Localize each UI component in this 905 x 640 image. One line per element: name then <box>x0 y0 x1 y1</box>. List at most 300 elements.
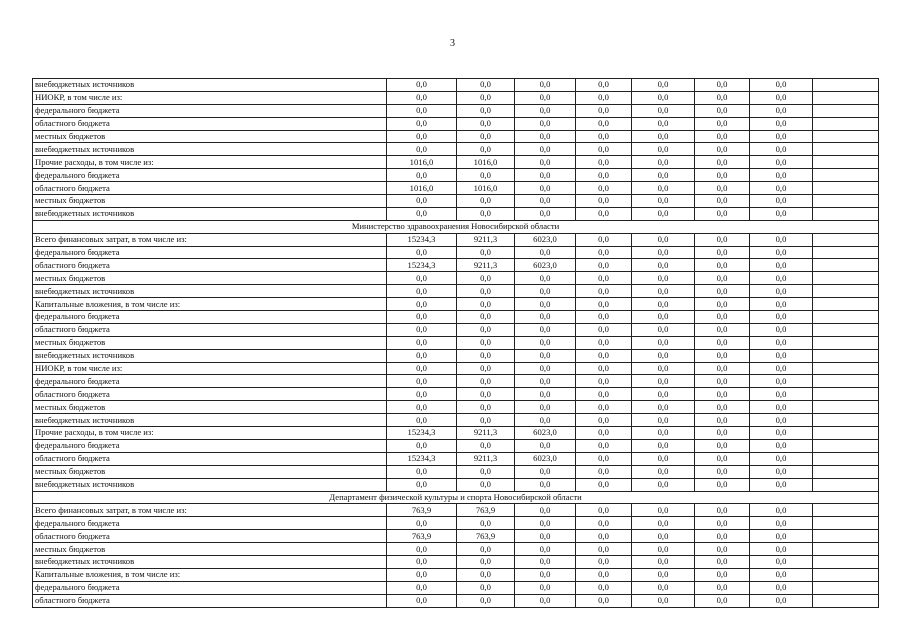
table-row <box>33 130 879 143</box>
value-cell: 0,0 <box>576 478 632 491</box>
value-cell: 1016,0 <box>387 156 457 169</box>
row-label: областного бюджета <box>33 323 387 336</box>
table-row <box>33 594 879 607</box>
empty-cell <box>813 504 879 517</box>
section-title: Департамент физической культуры и спорта Новосибирской области <box>33 491 879 504</box>
value-cell: 9211,3 <box>457 452 515 465</box>
value-cell: 0,0 <box>515 285 576 298</box>
value-cell: 0,0 <box>387 336 457 349</box>
value-cell: 1016,0 <box>457 182 515 195</box>
value-cell: 0,0 <box>632 581 695 594</box>
value-cell: 0,0 <box>632 195 695 208</box>
value-cell: 0,0 <box>515 439 576 452</box>
value-cell: 0,0 <box>387 478 457 491</box>
value-cell: 0,0 <box>387 388 457 401</box>
table-row <box>33 272 879 285</box>
value-cell: 0,0 <box>576 543 632 556</box>
value-cell: 0,0 <box>387 130 457 143</box>
table-row <box>33 362 879 375</box>
empty-cell <box>813 401 879 414</box>
empty-cell <box>813 530 879 543</box>
value-cell: 0,0 <box>576 427 632 440</box>
value-cell: 0,0 <box>750 169 813 182</box>
value-cell: 0,0 <box>632 427 695 440</box>
table-row <box>33 207 879 220</box>
value-cell: 0,0 <box>515 117 576 130</box>
value-cell: 0,0 <box>632 143 695 156</box>
value-cell: 0,0 <box>632 439 695 452</box>
table-row <box>33 143 879 156</box>
value-cell: 0,0 <box>515 388 576 401</box>
table-row <box>33 388 879 401</box>
empty-cell <box>813 555 879 568</box>
value-cell: 0,0 <box>632 259 695 272</box>
value-cell: 0,0 <box>695 388 750 401</box>
value-cell: 0,0 <box>387 439 457 452</box>
value-cell: 0,0 <box>515 401 576 414</box>
value-cell: 0,0 <box>576 207 632 220</box>
value-cell: 0,0 <box>515 143 576 156</box>
value-cell: 0,0 <box>576 130 632 143</box>
value-cell: 0,0 <box>695 323 750 336</box>
value-cell: 0,0 <box>387 568 457 581</box>
value-cell: 0,0 <box>750 104 813 117</box>
empty-cell <box>813 182 879 195</box>
table-row <box>33 517 879 530</box>
value-cell: 0,0 <box>457 104 515 117</box>
row-label: внебюджетных источников <box>33 143 387 156</box>
value-cell: 0,0 <box>457 298 515 311</box>
empty-cell <box>813 568 879 581</box>
row-label: внебюджетных источников <box>33 285 387 298</box>
empty-cell <box>813 517 879 530</box>
empty-cell <box>813 207 879 220</box>
empty-cell <box>813 427 879 440</box>
value-cell: 1016,0 <box>457 156 515 169</box>
value-cell: 0,0 <box>515 272 576 285</box>
value-cell: 0,0 <box>695 207 750 220</box>
value-cell: 0,0 <box>515 530 576 543</box>
row-label: Капитальные вложения, в том числе из: <box>33 568 387 581</box>
value-cell: 0,0 <box>632 401 695 414</box>
row-label: областного бюджета <box>33 530 387 543</box>
value-cell: 0,0 <box>576 298 632 311</box>
value-cell: 0,0 <box>387 285 457 298</box>
value-cell: 0,0 <box>387 195 457 208</box>
empty-cell <box>813 195 879 208</box>
row-label: федерального бюджета <box>33 311 387 324</box>
empty-cell <box>813 272 879 285</box>
row-label: местных бюджетов <box>33 272 387 285</box>
value-cell: 0,0 <box>750 594 813 607</box>
value-cell: 0,0 <box>576 143 632 156</box>
row-label: областного бюджета <box>33 259 387 272</box>
value-cell: 0,0 <box>695 156 750 169</box>
table-row <box>33 465 879 478</box>
empty-cell <box>813 285 879 298</box>
value-cell: 0,0 <box>750 478 813 491</box>
row-label: областного бюджета <box>33 182 387 195</box>
empty-cell <box>813 259 879 272</box>
value-cell: 0,0 <box>515 543 576 556</box>
value-cell: 0,0 <box>515 478 576 491</box>
value-cell: 0,0 <box>387 207 457 220</box>
page-number: 3 <box>450 38 455 49</box>
value-cell: 0,0 <box>632 117 695 130</box>
value-cell: 0,0 <box>632 156 695 169</box>
value-cell: 0,0 <box>576 323 632 336</box>
value-cell: 0,0 <box>515 156 576 169</box>
value-cell: 763,9 <box>457 504 515 517</box>
value-cell: 0,0 <box>515 207 576 220</box>
row-label: областного бюджета <box>33 117 387 130</box>
value-cell: 9211,3 <box>457 427 515 440</box>
value-cell: 0,0 <box>695 79 750 92</box>
value-cell: 0,0 <box>695 478 750 491</box>
table-row <box>33 79 879 92</box>
value-cell: 0,0 <box>576 530 632 543</box>
table-row <box>33 259 879 272</box>
value-cell: 0,0 <box>576 285 632 298</box>
row-label: Прочие расходы, в том числе из: <box>33 427 387 440</box>
table-row <box>33 349 879 362</box>
value-cell: 0,0 <box>457 91 515 104</box>
value-cell: 0,0 <box>576 349 632 362</box>
value-cell: 0,0 <box>515 91 576 104</box>
table-row <box>33 182 879 195</box>
value-cell: 15234,3 <box>387 427 457 440</box>
value-cell: 0,0 <box>576 388 632 401</box>
value-cell: 0,0 <box>457 169 515 182</box>
value-cell: 0,0 <box>576 452 632 465</box>
table-row <box>33 543 879 556</box>
table-row <box>33 452 879 465</box>
value-cell: 0,0 <box>576 555 632 568</box>
value-cell: 0,0 <box>457 375 515 388</box>
table-row <box>33 568 879 581</box>
value-cell: 0,0 <box>632 478 695 491</box>
value-cell: 0,0 <box>515 246 576 259</box>
value-cell: 0,0 <box>576 504 632 517</box>
value-cell: 0,0 <box>576 362 632 375</box>
value-cell: 6023,0 <box>515 427 576 440</box>
value-cell: 0,0 <box>750 439 813 452</box>
row-label: федерального бюджета <box>33 517 387 530</box>
value-cell: 0,0 <box>632 233 695 246</box>
section-header-row <box>33 220 879 233</box>
value-cell: 0,0 <box>695 581 750 594</box>
value-cell: 0,0 <box>387 246 457 259</box>
empty-cell <box>813 388 879 401</box>
row-label: местных бюджетов <box>33 336 387 349</box>
value-cell: 0,0 <box>750 259 813 272</box>
value-cell: 0,0 <box>457 349 515 362</box>
value-cell: 0,0 <box>457 311 515 324</box>
value-cell: 0,0 <box>576 272 632 285</box>
value-cell: 0,0 <box>576 259 632 272</box>
value-cell: 0,0 <box>387 117 457 130</box>
value-cell: 0,0 <box>695 362 750 375</box>
value-cell: 0,0 <box>695 401 750 414</box>
value-cell: 0,0 <box>457 79 515 92</box>
value-cell: 0,0 <box>632 452 695 465</box>
value-cell: 0,0 <box>750 79 813 92</box>
value-cell: 0,0 <box>695 427 750 440</box>
value-cell: 0,0 <box>750 323 813 336</box>
value-cell: 0,0 <box>632 414 695 427</box>
value-cell: 0,0 <box>750 298 813 311</box>
value-cell: 0,0 <box>457 401 515 414</box>
value-cell: 6023,0 <box>515 233 576 246</box>
value-cell: 0,0 <box>515 568 576 581</box>
row-label: Капитальные вложения, в том числе из: <box>33 298 387 311</box>
value-cell: 0,0 <box>576 517 632 530</box>
table-row <box>33 246 879 259</box>
table-row <box>33 530 879 543</box>
value-cell: 0,0 <box>387 555 457 568</box>
table-row <box>33 439 879 452</box>
value-cell: 0,0 <box>457 246 515 259</box>
value-cell: 6023,0 <box>515 452 576 465</box>
value-cell: 0,0 <box>515 169 576 182</box>
value-cell: 0,0 <box>515 555 576 568</box>
value-cell: 0,0 <box>632 375 695 388</box>
value-cell: 0,0 <box>515 130 576 143</box>
value-cell: 0,0 <box>515 182 576 195</box>
row-label: местных бюджетов <box>33 465 387 478</box>
value-cell: 0,0 <box>695 169 750 182</box>
value-cell: 0,0 <box>695 259 750 272</box>
row-label: областного бюджета <box>33 452 387 465</box>
row-label: Всего финансовых затрат, в том числе из: <box>33 233 387 246</box>
value-cell: 0,0 <box>632 91 695 104</box>
empty-cell <box>813 169 879 182</box>
empty-cell <box>813 323 879 336</box>
empty-cell <box>813 581 879 594</box>
row-label: местных бюджетов <box>33 195 387 208</box>
value-cell: 0,0 <box>515 517 576 530</box>
row-label: внебюджетных источников <box>33 414 387 427</box>
value-cell: 0,0 <box>576 246 632 259</box>
value-cell: 0,0 <box>632 207 695 220</box>
value-cell: 0,0 <box>695 143 750 156</box>
value-cell: 0,0 <box>750 517 813 530</box>
value-cell: 0,0 <box>515 323 576 336</box>
row-label: областного бюджета <box>33 594 387 607</box>
value-cell: 0,0 <box>632 530 695 543</box>
value-cell: 0,0 <box>695 336 750 349</box>
value-cell: 0,0 <box>695 543 750 556</box>
value-cell: 0,0 <box>695 104 750 117</box>
value-cell: 0,0 <box>695 311 750 324</box>
value-cell: 0,0 <box>576 182 632 195</box>
value-cell: 0,0 <box>457 117 515 130</box>
value-cell: 0,0 <box>457 362 515 375</box>
value-cell: 0,0 <box>515 362 576 375</box>
value-cell: 0,0 <box>750 91 813 104</box>
value-cell: 0,0 <box>632 555 695 568</box>
value-cell: 0,0 <box>750 543 813 556</box>
value-cell: 0,0 <box>387 311 457 324</box>
value-cell: 9211,3 <box>457 233 515 246</box>
value-cell: 0,0 <box>695 530 750 543</box>
table-row <box>33 323 879 336</box>
value-cell: 0,0 <box>750 555 813 568</box>
row-label: внебюджетных источников <box>33 79 387 92</box>
value-cell: 0,0 <box>515 581 576 594</box>
empty-cell <box>813 362 879 375</box>
value-cell: 0,0 <box>576 581 632 594</box>
value-cell: 0,0 <box>576 195 632 208</box>
value-cell: 0,0 <box>750 336 813 349</box>
table-row <box>33 169 879 182</box>
value-cell: 0,0 <box>695 594 750 607</box>
value-cell: 0,0 <box>695 517 750 530</box>
value-cell: 0,0 <box>750 362 813 375</box>
value-cell: 15234,3 <box>387 259 457 272</box>
value-cell: 0,0 <box>632 349 695 362</box>
value-cell: 0,0 <box>457 272 515 285</box>
value-cell: 0,0 <box>515 414 576 427</box>
value-cell: 0,0 <box>750 504 813 517</box>
value-cell: 0,0 <box>515 104 576 117</box>
empty-cell <box>813 143 879 156</box>
row-label: местных бюджетов <box>33 543 387 556</box>
value-cell: 0,0 <box>576 594 632 607</box>
value-cell: 0,0 <box>632 246 695 259</box>
value-cell: 0,0 <box>750 182 813 195</box>
table-row <box>33 298 879 311</box>
table-row <box>33 311 879 324</box>
row-label: местных бюджетов <box>33 401 387 414</box>
table-row <box>33 427 879 440</box>
value-cell: 0,0 <box>576 336 632 349</box>
value-cell: 0,0 <box>387 375 457 388</box>
row-label: местных бюджетов <box>33 130 387 143</box>
table-row <box>33 91 879 104</box>
table-row <box>33 478 879 491</box>
empty-cell <box>813 349 879 362</box>
value-cell: 0,0 <box>515 465 576 478</box>
value-cell: 0,0 <box>632 285 695 298</box>
value-cell: 0,0 <box>457 130 515 143</box>
value-cell: 0,0 <box>695 349 750 362</box>
value-cell: 0,0 <box>387 91 457 104</box>
value-cell: 0,0 <box>387 104 457 117</box>
value-cell: 0,0 <box>457 478 515 491</box>
value-cell: 0,0 <box>632 169 695 182</box>
value-cell: 0,0 <box>515 504 576 517</box>
table-row <box>33 555 879 568</box>
value-cell: 0,0 <box>576 169 632 182</box>
value-cell: 0,0 <box>695 272 750 285</box>
empty-cell <box>813 465 879 478</box>
empty-cell <box>813 130 879 143</box>
value-cell: 0,0 <box>457 439 515 452</box>
table-row <box>33 285 879 298</box>
value-cell: 0,0 <box>387 323 457 336</box>
value-cell: 15234,3 <box>387 452 457 465</box>
table-row <box>33 336 879 349</box>
value-cell: 1016,0 <box>387 182 457 195</box>
value-cell: 0,0 <box>387 543 457 556</box>
value-cell: 0,0 <box>387 362 457 375</box>
value-cell: 763,9 <box>387 504 457 517</box>
value-cell: 0,0 <box>750 311 813 324</box>
value-cell: 0,0 <box>576 414 632 427</box>
value-cell: 0,0 <box>387 594 457 607</box>
table-row <box>33 195 879 208</box>
value-cell: 0,0 <box>457 414 515 427</box>
empty-cell <box>813 104 879 117</box>
value-cell: 0,0 <box>515 298 576 311</box>
value-cell: 0,0 <box>750 452 813 465</box>
value-cell: 0,0 <box>750 465 813 478</box>
table-row <box>33 414 879 427</box>
empty-cell <box>813 79 879 92</box>
value-cell: 0,0 <box>750 272 813 285</box>
value-cell: 0,0 <box>632 594 695 607</box>
value-cell: 0,0 <box>750 581 813 594</box>
value-cell: 0,0 <box>576 91 632 104</box>
empty-cell <box>813 414 879 427</box>
value-cell: 0,0 <box>576 375 632 388</box>
row-label: внебюджетных источников <box>33 207 387 220</box>
value-cell: 0,0 <box>750 156 813 169</box>
value-cell: 0,0 <box>387 581 457 594</box>
value-cell: 0,0 <box>695 117 750 130</box>
value-cell: 0,0 <box>387 298 457 311</box>
value-cell: 0,0 <box>750 285 813 298</box>
value-cell: 0,0 <box>632 336 695 349</box>
empty-cell <box>813 336 879 349</box>
value-cell: 0,0 <box>695 414 750 427</box>
value-cell: 0,0 <box>515 594 576 607</box>
section-header-row <box>33 491 879 504</box>
value-cell: 0,0 <box>457 285 515 298</box>
value-cell: 0,0 <box>576 465 632 478</box>
value-cell: 0,0 <box>576 79 632 92</box>
value-cell: 0,0 <box>457 388 515 401</box>
empty-cell <box>813 375 879 388</box>
value-cell: 0,0 <box>457 543 515 556</box>
value-cell: 0,0 <box>695 91 750 104</box>
empty-cell <box>813 439 879 452</box>
value-cell: 6023,0 <box>515 259 576 272</box>
value-cell: 0,0 <box>387 517 457 530</box>
empty-cell <box>813 311 879 324</box>
value-cell: 0,0 <box>695 452 750 465</box>
value-cell: 0,0 <box>695 182 750 195</box>
row-label: Всего финансовых затрат, в том числе из: <box>33 504 387 517</box>
table-row <box>33 233 879 246</box>
row-label: федерального бюджета <box>33 169 387 182</box>
table-row <box>33 117 879 130</box>
value-cell: 0,0 <box>387 349 457 362</box>
table-body <box>33 79 879 608</box>
value-cell: 0,0 <box>457 323 515 336</box>
value-cell: 0,0 <box>750 375 813 388</box>
row-label: НИОКР, в том числе из: <box>33 91 387 104</box>
value-cell: 0,0 <box>632 465 695 478</box>
value-cell: 0,0 <box>750 568 813 581</box>
empty-cell <box>813 91 879 104</box>
value-cell: 0,0 <box>750 143 813 156</box>
value-cell: 0,0 <box>695 375 750 388</box>
row-label: внебюджетных источников <box>33 478 387 491</box>
value-cell: 0,0 <box>695 298 750 311</box>
value-cell: 0,0 <box>632 182 695 195</box>
